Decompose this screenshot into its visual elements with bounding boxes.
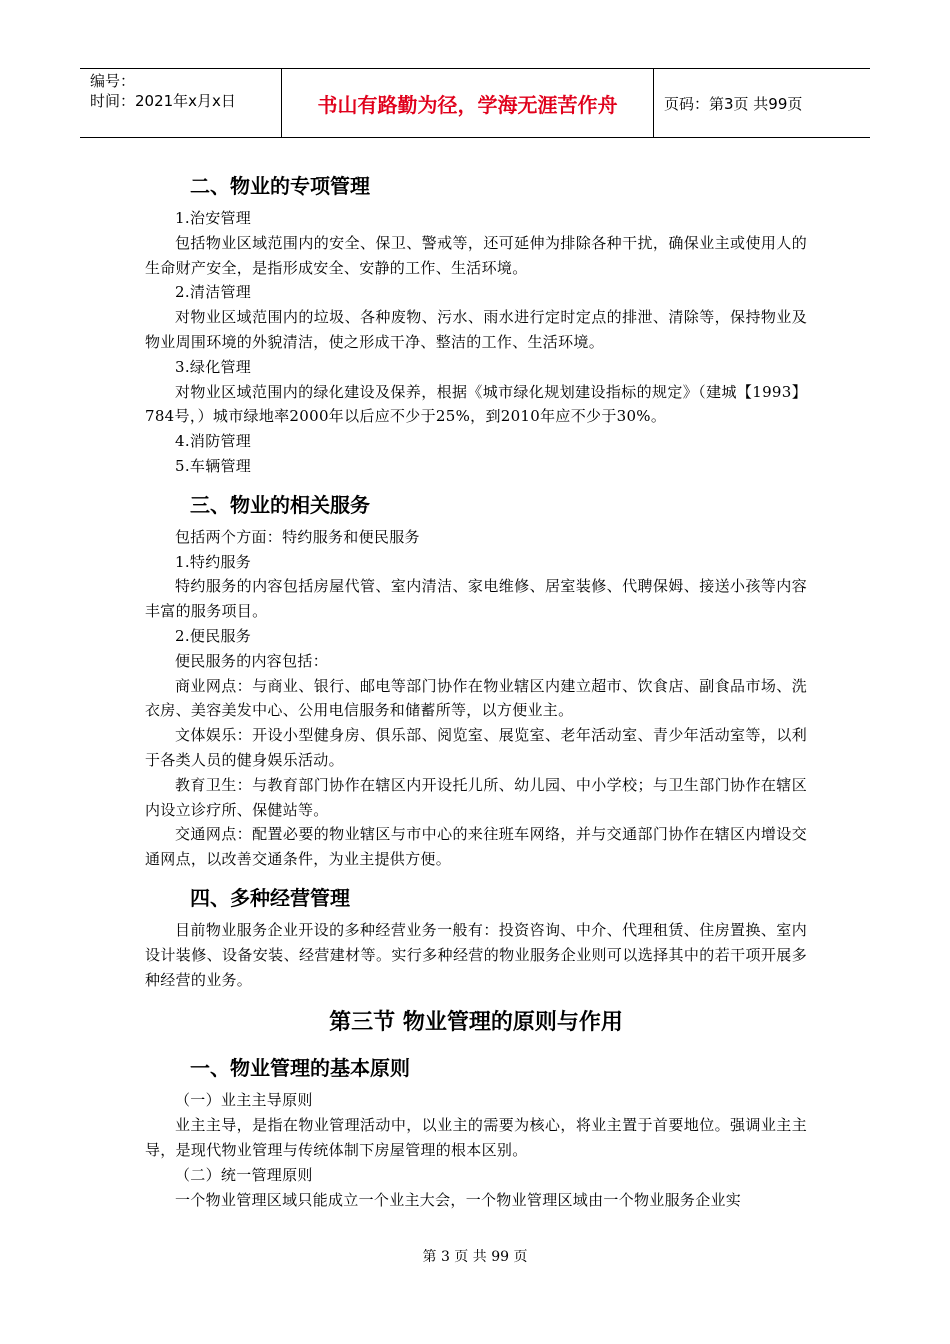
paragraph: 教育卫生：与教育部门协作在辖区内开设托儿所、幼儿园、中小学校；与卫生部门协作在辖区内设立诊疗所、保健站等。 <box>145 775 807 819</box>
paragraph: 特约服务的内容包括房屋代管、室内清洁、家电维修、居室装修、代聘保姆、接送小孩等内容丰富的服务项目。 <box>145 577 807 621</box>
paragraph: 1.特约服务 <box>175 552 252 571</box>
section-heading: 二、物业的专项管理 <box>190 174 370 198</box>
paragraph: 对物业区域范围内的绿化建设及保养，根据《城市绿化规划建设指标的规定》（建城【1993】784号，）城市绿地率2000年以后应不少于25%，到2010年应不少于30%。 <box>145 382 807 426</box>
page-footer: 第 3 页 共 99 页 <box>422 1249 528 1265</box>
paragraph: 3.绿化管理 <box>175 357 252 376</box>
paragraph: 便民服务的内容包括： <box>175 651 329 670</box>
paragraph: 一个物业管理区域只能成立一个业主大会，一个物业管理区域由一个物业服务企业实 <box>175 1190 742 1209</box>
chapter-title: 第三节 物业管理的原则与作用 <box>329 1010 623 1036</box>
paragraph: 业主主导，是指在物业管理活动中，以业主的需要为核心，将业主置于首要地位。强调业主主导，是现代物业管理与传统体制下房屋管理的根本区别。 <box>145 1116 807 1159</box>
header-page-code: 页码：第3页 共99页 <box>664 94 803 113</box>
paragraph: （二）统一管理原则 <box>175 1165 313 1184</box>
paragraph: 2.清洁管理 <box>175 283 252 302</box>
paragraph: 4.消防管理 <box>175 432 252 451</box>
paragraph: 文体娱乐：开设小型健身房、俱乐部、阅览室、展览室、老年活动室、青少年活动室等，以利于各类人员的健身娱乐活动。 <box>145 726 807 769</box>
page-header <box>80 68 870 138</box>
header-meta <box>80 69 282 137</box>
paragraph: 商业网点：与商业、银行、邮电等部门协作在物业辖区内建立超市、饮食店、副食品市场、洗衣房、美容美发中心、公用电信服务和储蓄所等，以方便业主。 <box>145 676 807 720</box>
paragraph: 交通网点：配置必要的物业辖区与市中心的来往班车网络，并与交通部门协作在辖区内增设交通网点，以改善交通条件，为业主提供方便。 <box>145 825 807 869</box>
time-label: 时间：2021年x月x日 <box>90 92 236 110</box>
section-heading: 四、多种经营管理 <box>190 885 350 910</box>
number-label: 编号： <box>90 72 136 90</box>
header-motto: 书山有路勤为径，学海无涯苦作舟 <box>282 69 654 137</box>
section-heading: 三、物业的相关服务 <box>190 492 370 517</box>
paragraph: 1.治安管理 <box>175 209 252 227</box>
paragraph: （一）业主主导原则 <box>175 1091 313 1110</box>
paragraph: 对物业区域范围内的垃圾、各种废物、污水、雨水进行定时定点的排泄、清除等，保持物业及物业周围环境的外貌清洁，使之形成干净、整洁的工作、生活环境。 <box>145 308 807 351</box>
section-heading: 一、物业管理的基本原则 <box>190 1056 410 1081</box>
paragraph: 5.车辆管理 <box>175 456 252 475</box>
paragraph: 目前物业服务企业开设的多种经营业务一般有：投资咨询、中介、代理租赁、住房置换、室内设计装修、设备安装、经营建材等。实行多种经营的物业服务企业则可以选择其中的若干项开展多种经营的业务。 <box>145 920 807 989</box>
document-body <box>145 166 807 1212</box>
paragraph: 包括物业区域范围内的安全、保卫、警戒等，还可延伸为排除各种干扰，确保业主或使用人的生命财产安全，是指形成安全、安静的工作、生活环境。 <box>145 233 807 277</box>
paragraph: 包括两个方面：特约服务和便民服务 <box>175 527 420 546</box>
paragraph: 2.便民服务 <box>175 626 252 645</box>
